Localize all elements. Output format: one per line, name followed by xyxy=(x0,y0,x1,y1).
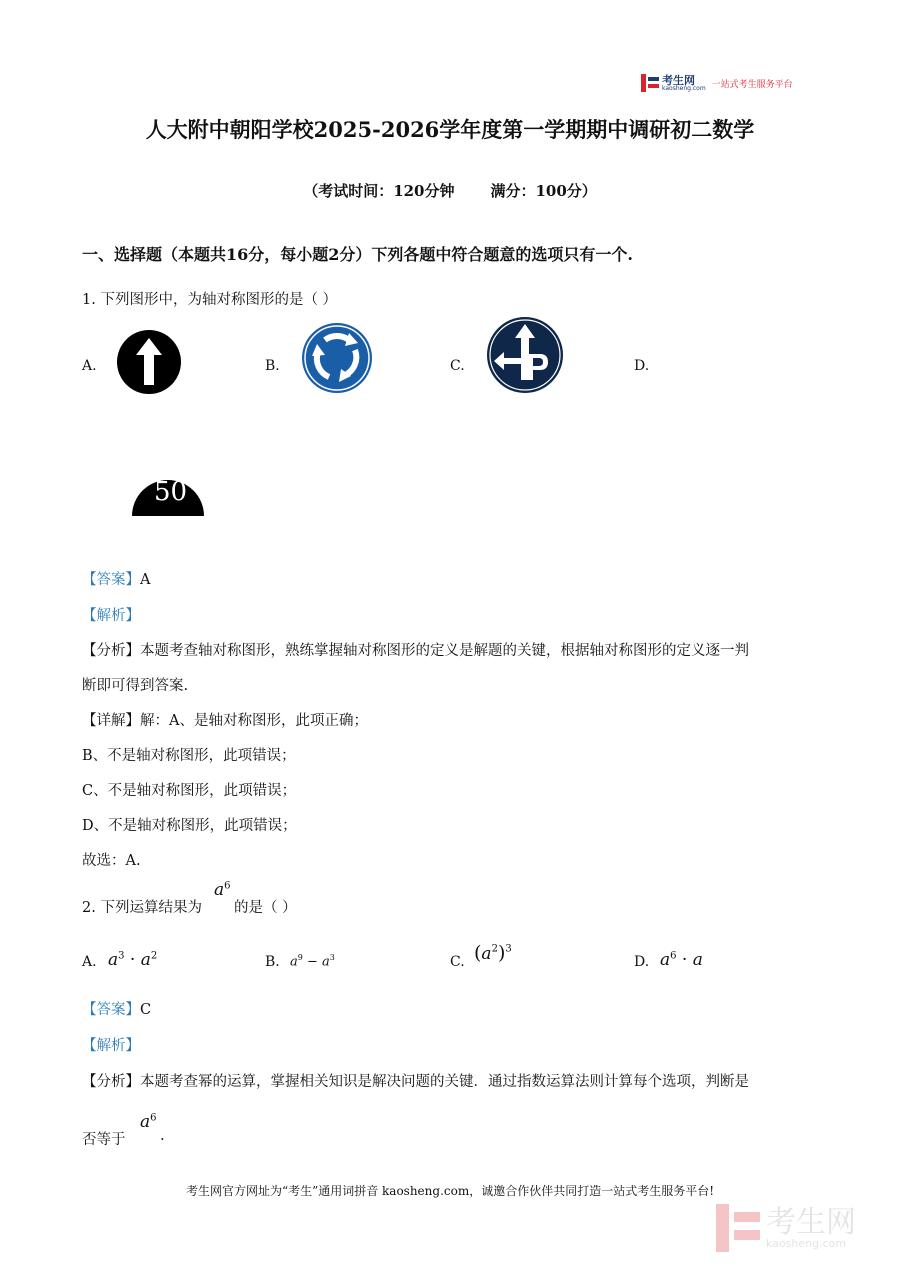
q2-option-b-label: B. xyxy=(265,954,280,970)
header-brand-logo xyxy=(641,72,793,94)
q2-option-c-expr: $(a^2)^3$ xyxy=(474,942,512,964)
q1-detail-2: B、不是轴对称图形，此项错误； xyxy=(82,748,296,764)
section-header: 一、选择题（本题共16分，每小题2分）下列各题中符合题意的选项只有一个. xyxy=(82,245,633,264)
q2-option-a-label: A. xyxy=(82,954,97,970)
answer-tag: 【答案】 xyxy=(82,1002,140,1018)
q1-option-a-label: A. xyxy=(82,358,97,374)
page-title: 人大附中朝阳学校2025-2026学年度第一学期期中调研初二数学 xyxy=(145,117,755,142)
page-footer: 考生网官方网址为“考生”通用词拼音 kaosheng.com，诚邀合作伙伴共同打造一站式考生服务平台! xyxy=(185,1184,715,1198)
q1-option-c-label: C. xyxy=(450,358,465,374)
q1-detail-1: 【详解】解：A、是轴对称图形，此项正确； xyxy=(82,713,368,729)
q2-analysis-line1: 【分析】本题考查幂的运算，掌握相关知识是解决问题的关键．通过指数运算法则计算每个选项，判断是 xyxy=(82,1074,749,1090)
up-arrow-sign-icon xyxy=(116,329,182,395)
q2-analysis-tag: 【解析】 xyxy=(82,1038,140,1054)
q2-analysis-line2-suffix: . xyxy=(160,1128,165,1144)
q2-answer xyxy=(82,998,151,1019)
q1-conclusion: 故选：A. xyxy=(82,853,141,869)
watermark-name: 考生网 xyxy=(766,1204,856,1240)
q2-analysis-math: $a^6$ xyxy=(140,1112,157,1132)
kaosheng-watermark-icon xyxy=(716,1204,760,1252)
brand-name: 考生网 xyxy=(662,73,695,87)
q1-option-d-label: D. xyxy=(634,358,650,374)
q2-analysis-line2-prefix: 否等于 xyxy=(82,1132,126,1148)
watermark-logo xyxy=(716,1204,856,1252)
answer-value: C xyxy=(140,1002,152,1018)
q1-analysis-line1: 【分析】本题考查轴对称图形，熟练掌握轴对称图形的定义是解题的关键，根据轴对称图形的定义逐一判 xyxy=(82,643,749,659)
q2-option-b-expr: $a^9 - a^3$ xyxy=(290,953,335,970)
q1-analysis-line2: 断即可得到答案. xyxy=(82,678,189,694)
q1-option-b-label: B. xyxy=(265,358,280,374)
q2-option-d-expr: $a^6 \cdot a$ xyxy=(660,950,703,970)
q1-analysis-tag: 【解析】 xyxy=(82,608,140,624)
q1-answer xyxy=(82,568,150,589)
exam-time: （考试时间：120分钟 xyxy=(303,182,455,200)
q2-stem-suffix: 的是（ ） xyxy=(234,900,297,916)
direction-parking-sign-icon xyxy=(486,316,564,394)
exam-info xyxy=(0,180,900,201)
speed-limit-value: 50 xyxy=(154,477,188,507)
q2-stem-prefix: 2. 下列运算结果为 xyxy=(82,900,202,916)
kaosheng-logo-icon xyxy=(641,74,659,92)
brand-slogan: 一站式考生服务平台 xyxy=(711,79,793,90)
brand-url: kaosheng.com xyxy=(662,84,706,92)
q2-option-c-label: C. xyxy=(450,954,465,970)
q1-detail-3: C、不是轴对称图形，此项错误； xyxy=(82,783,297,799)
watermark-url: kaosheng.com xyxy=(766,1236,847,1250)
exam-score: 满分：100分） xyxy=(490,182,597,200)
roundabout-sign-icon xyxy=(301,322,373,394)
q2-option-a-expr: $a^3 \cdot a^2$ xyxy=(108,950,158,970)
q1-stem: 1. 下列图形中，为轴对称图形的是（ ） xyxy=(82,292,338,308)
q2-stem-math: $a^6$ xyxy=(214,880,231,900)
q1-detail-4: D、不是轴对称图形，此项错误； xyxy=(82,818,297,834)
q2-option-d-label: D. xyxy=(634,954,650,970)
answer-tag: 【答案】 xyxy=(82,572,140,588)
answer-value: A xyxy=(140,572,151,588)
